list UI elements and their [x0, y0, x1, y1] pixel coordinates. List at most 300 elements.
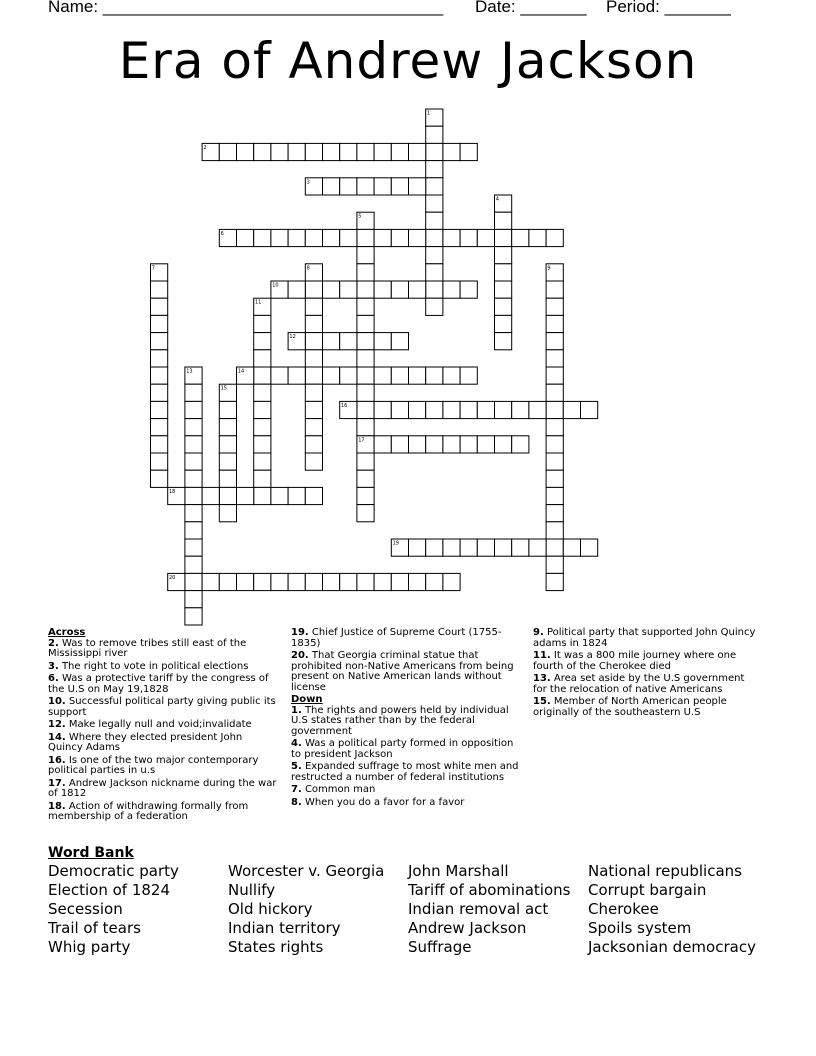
word-bank-column-1: [48, 862, 179, 957]
grid-cell[interactable]: [151, 298, 168, 315]
grid-cell[interactable]: [185, 453, 202, 470]
grid-cell[interactable]: [323, 178, 340, 195]
grid-cell[interactable]: [219, 505, 236, 522]
grid-cell[interactable]: [495, 281, 512, 298]
clue-text: The right to vote in political elections: [58, 660, 249, 672]
grid-cell[interactable]: [477, 401, 494, 418]
word-bank-item: Indian territory: [228, 919, 341, 937]
clue-text: Where they elected president John Quincy Adams: [48, 731, 243, 753]
clue-number: 14.: [48, 731, 66, 743]
grid-cell[interactable]: [426, 212, 443, 229]
grid-cell[interactable]: [495, 315, 512, 332]
clue-item: [291, 651, 521, 693]
grid-cell[interactable]: [546, 401, 563, 418]
grid-cell[interactable]: [546, 539, 563, 556]
grid-cell[interactable]: [495, 298, 512, 315]
grid-cell[interactable]: [357, 367, 374, 384]
grid-cell[interactable]: [271, 573, 288, 590]
grid-cell[interactable]: [305, 298, 322, 315]
down-clue-list-continued: [533, 628, 758, 718]
word-bank-item: Trail of tears: [48, 919, 141, 937]
grid-cell[interactable]: [151, 315, 168, 332]
grid-cell[interactable]: [271, 487, 288, 504]
clue-number: 2.: [48, 637, 59, 649]
grid-cell[interactable]: [409, 436, 426, 453]
word-bank-column-2: [228, 862, 384, 957]
word-bank-title: Word Bank: [48, 845, 134, 861]
clue-number: 6.: [48, 673, 59, 684]
grid-cell[interactable]: [305, 143, 322, 160]
grid-cell[interactable]: [202, 487, 219, 504]
clue-text: Andrew Jackson nickname during the war of 1812: [48, 777, 277, 799]
grid-cell[interactable]: [426, 264, 443, 281]
grid-cell[interactable]: [409, 573, 426, 590]
grid-cell[interactable]: [581, 401, 598, 418]
grid-cell[interactable]: [151, 333, 168, 350]
grid-cell[interactable]: [357, 281, 374, 298]
grid-cell-number: 8: [306, 265, 310, 272]
clue-number: 19.: [291, 627, 309, 638]
grid-cell[interactable]: [546, 298, 563, 315]
grid-cell[interactable]: [340, 573, 357, 590]
word-bank-column-3: [408, 862, 570, 957]
grid-cell[interactable]: [254, 487, 271, 504]
grid-cell[interactable]: [305, 573, 322, 590]
clue-text: Was a political party formed in opposition to president Jackson: [291, 738, 514, 760]
grid-cell[interactable]: [254, 367, 271, 384]
grid-cell[interactable]: [546, 505, 563, 522]
grid-cell[interactable]: [357, 419, 374, 436]
word-bank-item: Old hickory: [228, 900, 313, 918]
grid-cell[interactable]: [357, 350, 374, 367]
grid-cell[interactable]: [323, 229, 340, 246]
grid-cell[interactable]: [254, 453, 271, 470]
grid-cell[interactable]: [460, 229, 477, 246]
grid-cell[interactable]: [426, 195, 443, 212]
clue-text: Make legally null and void;invalidate: [65, 719, 252, 730]
grid-cell[interactable]: [185, 505, 202, 522]
grid-cell-number: 7: [151, 265, 155, 272]
grid-cell[interactable]: [443, 367, 460, 384]
clue-item: [48, 756, 278, 777]
grid-cell[interactable]: [443, 436, 460, 453]
word-bank-column-4: [588, 862, 756, 957]
word-bank-item: Indian removal act: [408, 900, 549, 918]
grid-cell[interactable]: [185, 522, 202, 539]
grid-cell[interactable]: [546, 470, 563, 487]
grid-cell[interactable]: [512, 401, 529, 418]
grid-cell[interactable]: [443, 539, 460, 556]
word-bank-item: Nullify: [228, 881, 276, 899]
clue-item: [291, 706, 521, 738]
grid-cell[interactable]: [546, 333, 563, 350]
grid-cell[interactable]: [305, 384, 322, 401]
grid-cell[interactable]: [357, 470, 374, 487]
grid-cell[interactable]: [374, 333, 391, 350]
grid-cell[interactable]: [426, 573, 443, 590]
grid-cell[interactable]: [323, 367, 340, 384]
clue-number: 4.: [291, 738, 302, 749]
grid-cell-number: 18: [169, 488, 176, 495]
grid-cell[interactable]: [546, 453, 563, 470]
grid-cell[interactable]: [237, 487, 254, 504]
grid-cell[interactable]: [357, 143, 374, 160]
grid-cell-number: 19: [392, 540, 399, 547]
grid-cell[interactable]: [426, 143, 443, 160]
grid-cell[interactable]: [357, 384, 374, 401]
across-clue-list-continued: [291, 628, 521, 693]
word-bank-item: Cherokee: [588, 900, 659, 918]
grid-cell[interactable]: [340, 178, 357, 195]
word-bank-item: States rights: [228, 938, 324, 956]
clue-text: Political party that supported John Quincy adams in 1824: [533, 627, 756, 649]
clue-number: 5.: [291, 761, 302, 772]
grid-cell[interactable]: [357, 298, 374, 315]
grid-cell[interactable]: [151, 401, 168, 418]
grid-cell[interactable]: [151, 470, 168, 487]
grid-cell[interactable]: [305, 419, 322, 436]
grid-cell[interactable]: [546, 436, 563, 453]
grid-cell[interactable]: [426, 178, 443, 195]
grid-cell[interactable]: [426, 367, 443, 384]
grid-cell[interactable]: [288, 143, 305, 160]
grid-cell[interactable]: [254, 419, 271, 436]
grid-cell[interactable]: [185, 556, 202, 573]
grid-cell-number: 6: [220, 230, 224, 237]
grid-cell[interactable]: [563, 539, 580, 556]
grid-cell[interactable]: [185, 419, 202, 436]
grid-cell[interactable]: [254, 436, 271, 453]
grid-cell[interactable]: [426, 539, 443, 556]
grid-cell[interactable]: [460, 143, 477, 160]
grid-cell[interactable]: [374, 573, 391, 590]
grid-cell-number: 4: [495, 196, 499, 203]
grid-cell[interactable]: [254, 315, 271, 332]
grid-cell[interactable]: [305, 401, 322, 418]
grid-cell[interactable]: [305, 487, 322, 504]
grid-cell[interactable]: [254, 143, 271, 160]
clue-item: [48, 733, 278, 754]
grid-cell[interactable]: [340, 367, 357, 384]
grid-cell[interactable]: [546, 573, 563, 590]
grid-cell[interactable]: [305, 281, 322, 298]
clue-text: The rights and powers held by individual U.S states rather than by the federal government: [291, 704, 509, 737]
grid-cell[interactable]: [219, 401, 236, 418]
clue-number: 13.: [533, 673, 551, 684]
grid-cell[interactable]: [219, 419, 236, 436]
grid-cell[interactable]: [374, 178, 391, 195]
clue-text: Member of North American people originally of the southeastern U.S: [533, 696, 727, 718]
grid-cell[interactable]: [443, 401, 460, 418]
grid-cell[interactable]: [495, 212, 512, 229]
grid-cell[interactable]: [305, 436, 322, 453]
grid-cell[interactable]: [391, 178, 408, 195]
grid-cell[interactable]: [237, 143, 254, 160]
grid-cell[interactable]: [254, 401, 271, 418]
grid-cell[interactable]: [185, 401, 202, 418]
clue-text: Is one of the two major contemporary political parties in u.s: [48, 754, 259, 776]
grid-cell[interactable]: [426, 401, 443, 418]
grid-cell[interactable]: [305, 315, 322, 332]
grid-cell[interactable]: [254, 229, 271, 246]
clue-number: 17.: [48, 777, 66, 789]
grid-cell[interactable]: [254, 350, 271, 367]
grid-cell[interactable]: [426, 126, 443, 143]
grid-cell[interactable]: [219, 436, 236, 453]
grid-cell[interactable]: [374, 281, 391, 298]
grid-cell[interactable]: [340, 229, 357, 246]
grid-cell[interactable]: [219, 143, 236, 160]
clue-number: 3.: [48, 660, 59, 672]
grid-cell[interactable]: [529, 229, 546, 246]
clue-item: [48, 662, 278, 673]
clue-number: 12.: [48, 719, 66, 730]
grid-cell[interactable]: [357, 573, 374, 590]
grid-cell[interactable]: [151, 350, 168, 367]
grid-cell[interactable]: [443, 143, 460, 160]
clue-item: [291, 739, 521, 760]
grid-cell[interactable]: [219, 453, 236, 470]
clue-number: 10.: [48, 696, 66, 707]
clue-item: [291, 762, 521, 783]
grid-cell[interactable]: [460, 281, 477, 298]
clue-item: [533, 628, 758, 649]
grid-cell[interactable]: [185, 470, 202, 487]
grid-cell[interactable]: [323, 333, 340, 350]
grid-cell[interactable]: [495, 401, 512, 418]
grid-cell[interactable]: [219, 487, 236, 504]
word-bank-item: Worcester v. Georgia: [228, 862, 385, 880]
grid-cell[interactable]: [254, 470, 271, 487]
grid-cell-number: 12: [289, 334, 296, 341]
grid-cell[interactable]: [357, 264, 374, 281]
grid-cell-number: 2: [203, 144, 207, 151]
grid-cell[interactable]: [581, 539, 598, 556]
grid-cell[interactable]: [151, 281, 168, 298]
grid-cell[interactable]: [151, 367, 168, 384]
clue-text: Expanded suffrage to most white men and restructed a number of federal institutions: [291, 761, 519, 783]
grid-cell[interactable]: [357, 178, 374, 195]
grid-cell[interactable]: [305, 453, 322, 470]
grid-cell-number: 17: [358, 437, 365, 444]
grid-cell[interactable]: [151, 453, 168, 470]
grid-cell[interactable]: [443, 281, 460, 298]
clue-text: Was to remove tribes still east of the Mississippi river: [48, 637, 247, 659]
grid-cell[interactable]: [357, 401, 374, 418]
grid-cell[interactable]: [546, 350, 563, 367]
grid-cell[interactable]: [546, 522, 563, 539]
grid-cell[interactable]: [219, 573, 236, 590]
grid-cell[interactable]: [391, 436, 408, 453]
grid-cell[interactable]: [409, 367, 426, 384]
grid-cell[interactable]: [340, 281, 357, 298]
grid-cell[interactable]: [151, 384, 168, 401]
grid-cell[interactable]: [323, 143, 340, 160]
grid-cell[interactable]: [357, 453, 374, 470]
grid-cell[interactable]: [323, 281, 340, 298]
word-bank-item: Corrupt bargain: [588, 881, 707, 899]
grid-cell[interactable]: [426, 229, 443, 246]
grid-cell[interactable]: [409, 281, 426, 298]
grid-cell[interactable]: [512, 539, 529, 556]
grid-cell-number: 11: [255, 299, 262, 306]
grid-cell[interactable]: [254, 333, 271, 350]
grid-cell[interactable]: [288, 487, 305, 504]
grid-cell[interactable]: [374, 143, 391, 160]
grid-cell[interactable]: [202, 573, 219, 590]
grid-cell[interactable]: [271, 229, 288, 246]
grid-cell[interactable]: [151, 436, 168, 453]
across-clue-list: [48, 639, 278, 823]
clue-text: Action of withdrawing formally from membership of a federation: [48, 800, 249, 822]
grid-cell[interactable]: [357, 247, 374, 264]
across-heading: Across: [48, 627, 86, 638]
grid-cell-number: 10: [272, 282, 279, 289]
grid-cell[interactable]: [495, 247, 512, 264]
grid-cell[interactable]: [185, 539, 202, 556]
grid-cell[interactable]: [409, 229, 426, 246]
grid-cell[interactable]: [391, 367, 408, 384]
grid-cell[interactable]: [477, 229, 494, 246]
grid-cell[interactable]: [460, 436, 477, 453]
grid-cell[interactable]: [426, 281, 443, 298]
grid-cell[interactable]: [495, 436, 512, 453]
grid-cell[interactable]: [357, 315, 374, 332]
grid-cell[interactable]: [391, 573, 408, 590]
grid-cell[interactable]: [409, 539, 426, 556]
grid-cell[interactable]: [288, 367, 305, 384]
grid-cell[interactable]: [546, 384, 563, 401]
grid-cell[interactable]: [563, 401, 580, 418]
grid-cell[interactable]: [288, 229, 305, 246]
grid-cell[interactable]: [237, 229, 254, 246]
grid-cell[interactable]: [288, 573, 305, 590]
clue-item: [533, 674, 758, 695]
grid-cell[interactable]: [546, 556, 563, 573]
grid-cell[interactable]: [460, 367, 477, 384]
date-field-label[interactable]: Date: _______: [475, 0, 587, 16]
word-bank-item: Suffrage: [408, 938, 472, 956]
clue-item: [48, 802, 278, 823]
grid-cell[interactable]: [460, 401, 477, 418]
grid-cell[interactable]: [151, 419, 168, 436]
grid-cell-number: 1: [427, 110, 431, 117]
grid-cell[interactable]: [546, 367, 563, 384]
grid-cell[interactable]: [512, 229, 529, 246]
clue-text: When you do a favor for a favor: [301, 796, 465, 808]
grid-cell[interactable]: [305, 350, 322, 367]
grid-cell[interactable]: [305, 229, 322, 246]
grid-cell[interactable]: [546, 487, 563, 504]
grid-cell[interactable]: [495, 264, 512, 281]
grid-cell[interactable]: [219, 470, 236, 487]
grid-cell[interactable]: [443, 229, 460, 246]
grid-cell[interactable]: [185, 384, 202, 401]
grid-cell[interactable]: [271, 367, 288, 384]
grid-cell[interactable]: [374, 401, 391, 418]
grid-cell[interactable]: [546, 281, 563, 298]
word-bank-item: John Marshall: [408, 862, 509, 880]
grid-cell[interactable]: [254, 384, 271, 401]
grid-cell[interactable]: [512, 436, 529, 453]
grid-cell[interactable]: [305, 367, 322, 384]
grid-cell[interactable]: [477, 436, 494, 453]
clue-text: Was a protective tariff by the congress of the U.S on May 19,1828: [48, 673, 269, 695]
grid-cell[interactable]: [357, 487, 374, 504]
grid-cell[interactable]: [305, 333, 322, 350]
grid-cell[interactable]: [391, 401, 408, 418]
grid-cell[interactable]: [546, 315, 563, 332]
clue-number: 18.: [48, 800, 66, 812]
grid-cell[interactable]: [529, 401, 546, 418]
grid-cell[interactable]: [271, 143, 288, 160]
grid-cell[interactable]: [185, 487, 202, 504]
grid-cell[interactable]: [529, 539, 546, 556]
grid-cell[interactable]: [185, 591, 202, 608]
grid-cell[interactable]: [409, 178, 426, 195]
name-field-label[interactable]: Name: ____________________________________: [48, 0, 444, 16]
grid-cell[interactable]: [391, 333, 408, 350]
clue-text: Common man: [301, 784, 376, 795]
grid-cell[interactable]: [426, 161, 443, 178]
grid-cell[interactable]: [357, 229, 374, 246]
grid-cell[interactable]: [546, 419, 563, 436]
grid-cell[interactable]: [460, 539, 477, 556]
clue-text: Chief Justice of Supreme Court (1755-1835): [291, 627, 502, 649]
clue-number: 11.: [533, 650, 551, 661]
clue-number: 9.: [533, 627, 544, 638]
grid-cell[interactable]: [237, 573, 254, 590]
grid-cell[interactable]: [426, 247, 443, 264]
grid-cell[interactable]: [477, 539, 494, 556]
grid-cell[interactable]: [357, 333, 374, 350]
grid-cell[interactable]: [374, 229, 391, 246]
grid-cell[interactable]: [495, 229, 512, 246]
period-field-label[interactable]: Period: _______: [606, 0, 731, 16]
grid-cell[interactable]: [185, 436, 202, 453]
grid-cell[interactable]: [495, 333, 512, 350]
clue-text: It was a 800 mile journey where one fourth of the Cherokee died: [533, 650, 737, 672]
grid-cell[interactable]: [254, 573, 271, 590]
grid-cell[interactable]: [426, 436, 443, 453]
grid-cell[interactable]: [546, 229, 563, 246]
page-title: Era of Andrew Jackson: [118, 32, 698, 90]
grid-cell[interactable]: [443, 573, 460, 590]
clue-number: 7.: [291, 784, 302, 795]
clues-column-3: [533, 628, 758, 720]
grid-cell[interactable]: [340, 143, 357, 160]
grid-cell[interactable]: [409, 401, 426, 418]
clues-column-2: [291, 628, 521, 810]
grid-cell[interactable]: [391, 229, 408, 246]
grid-cell[interactable]: [391, 281, 408, 298]
grid-cell[interactable]: [357, 505, 374, 522]
grid-cell[interactable]: [426, 298, 443, 315]
clue-number: 8.: [291, 796, 302, 808]
grid-cell[interactable]: [409, 143, 426, 160]
grid-cell[interactable]: [495, 539, 512, 556]
grid-cell[interactable]: [374, 436, 391, 453]
grid-cell[interactable]: [185, 608, 202, 625]
grid-cell[interactable]: [323, 573, 340, 590]
grid-cell[interactable]: [374, 367, 391, 384]
grid-cell-number: 15: [220, 385, 227, 392]
grid-cell[interactable]: [391, 143, 408, 160]
grid-cell[interactable]: [185, 573, 202, 590]
grid-cell[interactable]: [340, 333, 357, 350]
clue-item: [291, 798, 521, 809]
grid-cell[interactable]: [288, 281, 305, 298]
